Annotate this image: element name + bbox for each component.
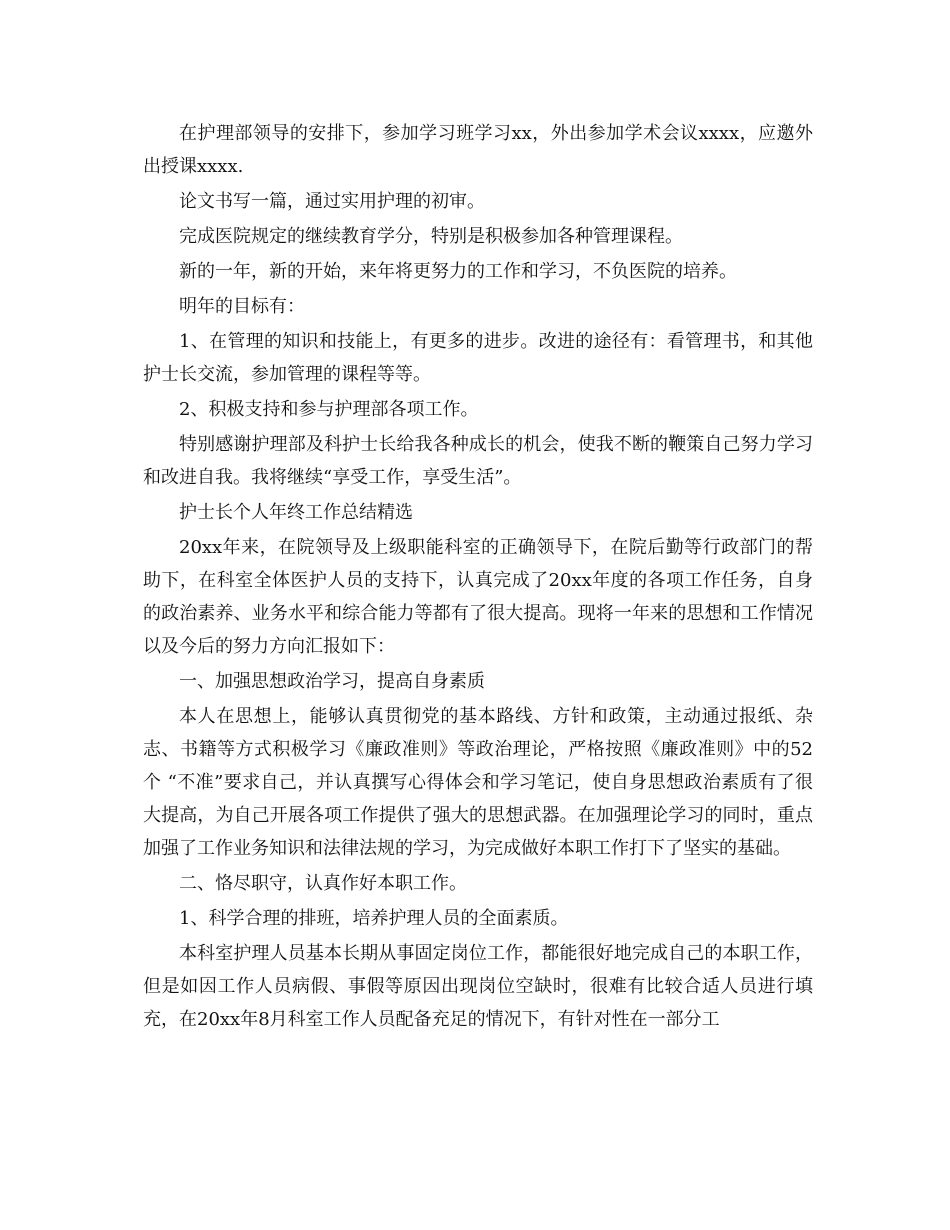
paragraph: 完成医院规定的继续教育学分，特别是积极参加各种管理课程。 [179,226,683,247]
section-heading: 护士长个人年终工作总结精选 [179,502,413,523]
document-body [143,117,813,1038]
paragraph: 2、积极支持和参与护理部各项工作。 [179,399,479,420]
paragraph: 本科室护理人员基本长期从事固定岗位工作，都能很好地完成自己的本职工作，但是如因工作人员病假、事假等原因出现岗位空缺时，很难有比较合适人员进行填充，在20xx年8月科室工作人员配备充足的情况下，有针对性在一部分工 [143,943,813,1030]
paragraph: 明年的目标有： [179,296,305,317]
section-heading: 二、恪尽职守，认真作好本职工作。 [179,873,467,894]
paragraph: 在护理部领导的安排下，参加学习班学习xx，外出参加学术会议xxxx，应邀外出授课xxxx. [143,123,813,177]
paragraph: 论文书写一篇，通过实用护理的初审。 [179,191,485,212]
paragraph: 新的一年，新的开始，来年将更努力的工作和学习，不负医院的培养。 [179,261,737,282]
paragraph: 本人在思想上，能够认真贯彻党的基本路线、方针和政策，主动通过报纸、杂志、书籍等方式积极学习《廉政准则》等政治理论，严格按照《廉政准则》中的52个 “不准”要求自己，并认真撰写心得体会和学习笔记，使自身思想政治素质有了很大提高，为自己开展各项工作提供了强大的思想武器。在加强理论学习的同时，重点加强了工作业务知识和法律法规的学习，为完成做好本职工作打下了坚实的基础。 [143,706,813,859]
paragraph: 1、科学合理的排班，培养护理人员的全面素质。 [179,908,569,929]
paragraph: 20xx年来，在院领导及上级职能科室的正确领导下，在院后勤等行政部门的帮助下，在科室全体医护人员的支持下，认真完成了20xx年度的各项工作任务，自身的政治素养、业务水平和综合能力等都有了很大提高。现将一年来的思想和工作情况以及今后的努力方向汇报如下： [143,537,813,657]
section-heading: 一、加强思想政治学习，提高自身素质 [179,671,485,692]
paragraph: 1、在管理的知识和技能上，有更多的进步。改进的途径有：看管理书，和其他护士长交流，参加管理的课程等等。 [143,331,813,385]
paragraph: 特别感谢护理部及科护士长给我各种成长的机会，使我不断的鞭策自己努力学习和改进自我。我将继续“享受工作，享受生活”。 [143,434,813,488]
